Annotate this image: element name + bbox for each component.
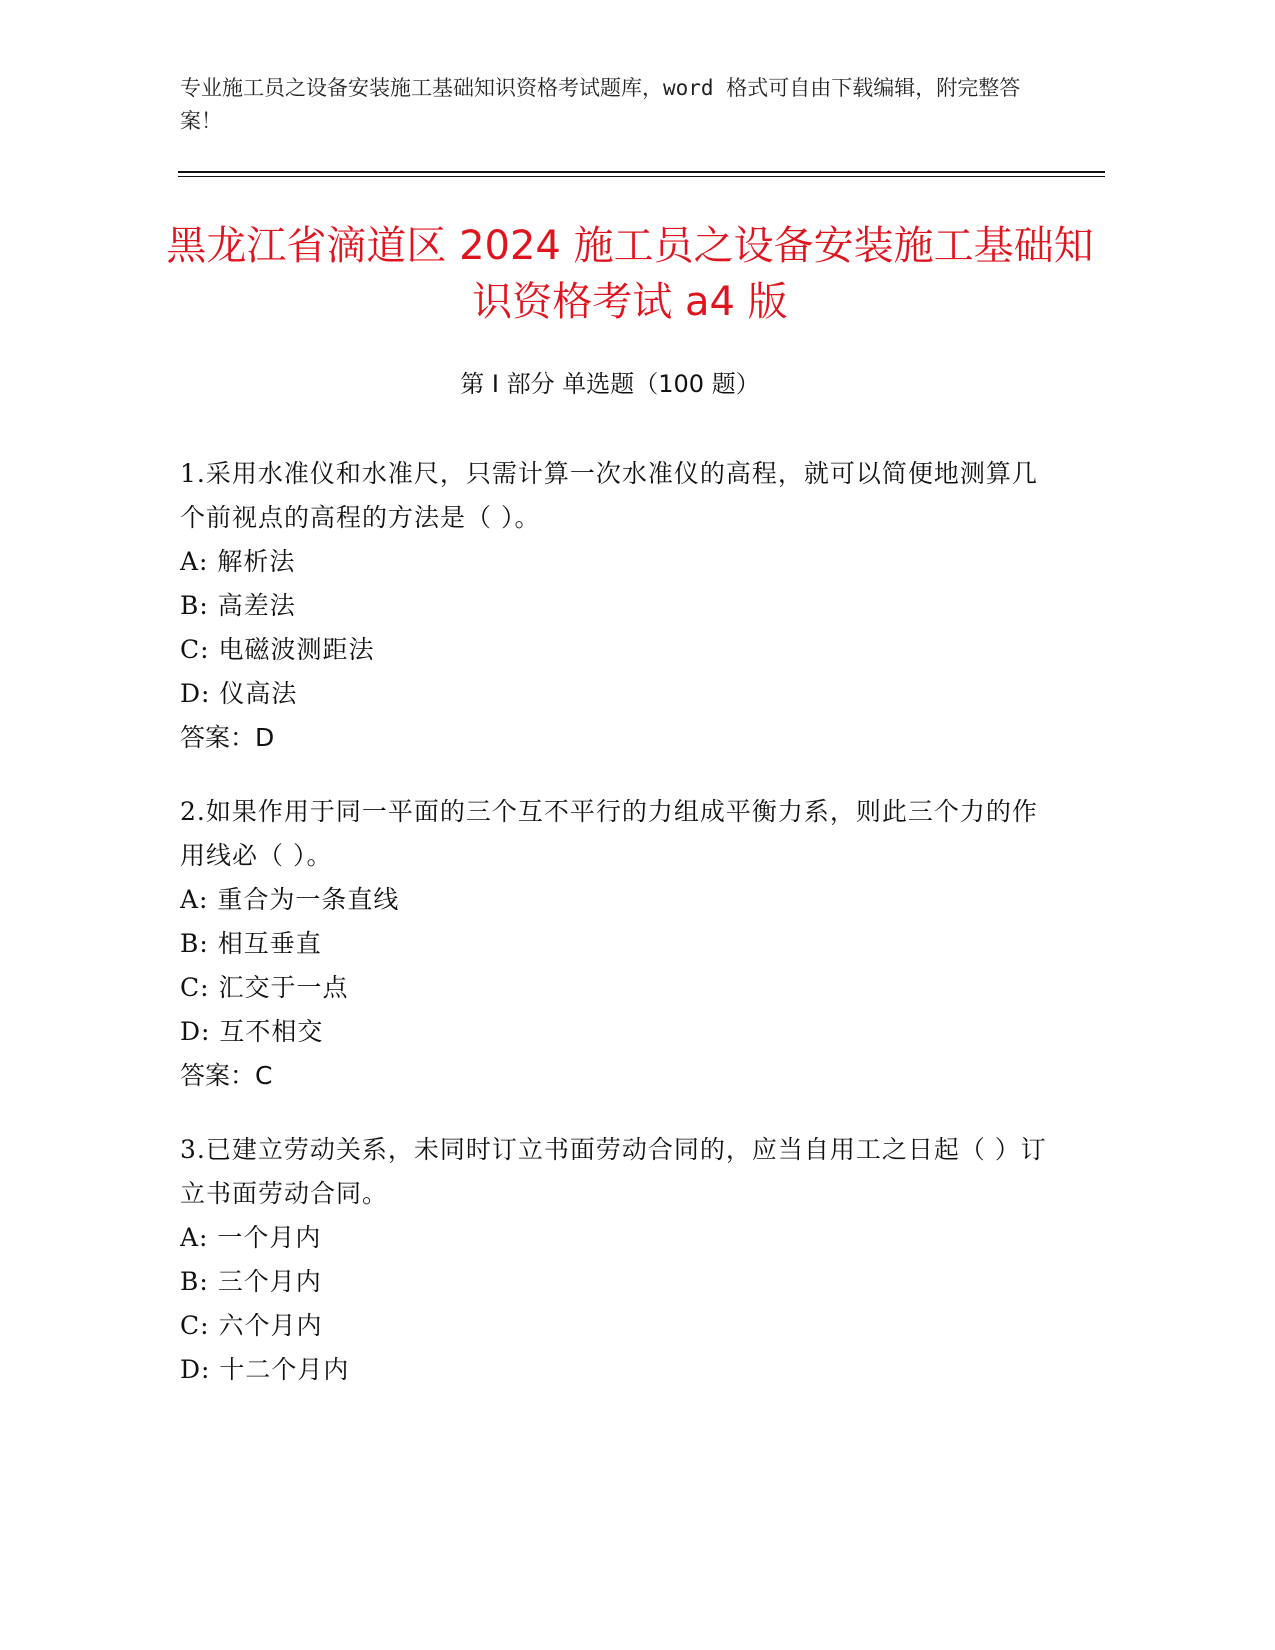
document-title: 黑龙江省滴道区 2024 施工员之设备安装施工基础知识资格考试 a4 版 — [166, 223, 1094, 325]
question-2 — [180, 790, 1060, 1098]
header-divider-thick — [178, 171, 1105, 173]
answer: 答案：C — [180, 1061, 273, 1090]
option-c: C: 汇交于一点 — [180, 973, 349, 1002]
option-a: A: 解析法 — [180, 547, 296, 576]
section-title: 第 I 部分 单选题（100 题） — [460, 370, 760, 398]
header-note: 专业施工员之设备安装施工基础知识资格考试题库，word 格式可自由下载编辑，附完整答案！ — [180, 76, 1021, 133]
question-stem: 3.已建立劳动关系，未同时订立书面劳动合同的，应当自用工之日起（ ）订立书面劳动合同。 — [180, 1135, 1047, 1208]
question-1 — [180, 452, 1060, 760]
option-c: C: 电磁波测距法 — [180, 635, 375, 664]
question-list — [180, 452, 1060, 1422]
question-stem: 2.如果作用于同一平面的三个互不平行的力组成平衡力系，则此三个力的作用线必（ ）。 — [180, 797, 1038, 870]
header-divider-thin — [178, 176, 1105, 177]
option-a: A: 一个月内 — [180, 1223, 322, 1252]
option-d: D: 十二个月内 — [180, 1355, 350, 1384]
option-b: B: 三个月内 — [180, 1267, 322, 1296]
option-b: B: 相互垂直 — [180, 929, 322, 958]
question-stem: 1.采用水准仪和水准尺，只需计算一次水准仪的高程，就可以简便地测算几个前视点的高程的方法是（ ）。 — [180, 459, 1038, 532]
option-b: B: 高差法 — [180, 591, 296, 620]
option-a: A: 重合为一条直线 — [180, 885, 400, 914]
question-3 — [180, 1128, 1060, 1392]
option-c: C: 六个月内 — [180, 1311, 323, 1340]
answer: 答案：D — [180, 723, 275, 752]
option-d: D: 互不相交 — [180, 1017, 324, 1046]
option-d: D: 仪高法 — [180, 679, 298, 708]
